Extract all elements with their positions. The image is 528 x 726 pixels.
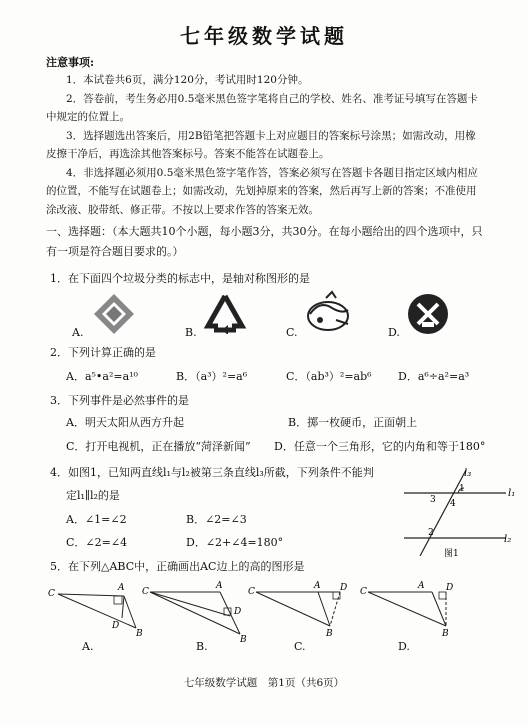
q2-option-d: D．a⁶÷a²=a³ [398, 370, 470, 383]
svg-text:A: A [418, 581, 425, 591]
figure-1-caption: 图1 [444, 549, 459, 559]
notice-line: 3．选择题选出答案后，用2B铅笔把答题卡上对应题目的答案标号涂黑；如需改动，用橡 [66, 130, 476, 142]
angle-1-label: 1 [459, 484, 465, 494]
question-4-stem: 4．如图1，已知两直线l₁与l₂被第三条直线l₃所截，下列条件不能判 [50, 466, 374, 479]
q5-figure-c [248, 581, 347, 639]
notice-line: 皮擦干净后，再选涂其他答案标号。答案不能答在试题卷上。 [46, 148, 330, 160]
figure-1-parallel-lines [396, 462, 520, 560]
notice-line: 涂改液、胶带纸、修正带。不按以上要求作答的答案无效。 [46, 204, 319, 216]
svg-text:B: B [442, 629, 449, 639]
q3-option-d: D．任意一个三角形，它的内角和等于180° [274, 440, 486, 453]
svg-text:B: B [326, 629, 333, 639]
q1-option-d-label: D. [388, 326, 400, 339]
label-l2: l₂ [504, 534, 512, 545]
q1-option-b-label: B. [185, 326, 197, 339]
q4-option-a: A．∠1=∠2 [66, 513, 127, 526]
svg-text:A: A [314, 581, 321, 591]
svg-text:D: D [234, 607, 242, 617]
svg-text:A: A [216, 581, 223, 591]
page-title: 七年级数学试题 [180, 24, 348, 48]
angle-2-label: 2 [428, 528, 434, 538]
q3-option-c: C．打开电视机，正在播放“菏泽新闻” [66, 440, 251, 453]
q5-option-b-label: B. [196, 640, 208, 653]
angle-4-label: 4 [450, 499, 456, 509]
svg-text:C: C [248, 587, 255, 597]
q4-option-b: B．∠2=∠3 [186, 513, 247, 526]
q5-option-a-label: A. [82, 640, 94, 653]
q4-option-c: C．∠2=∠4 [66, 536, 128, 549]
section-heading: 一、选择题：（本大题共10个小题，每小题3分，共30分。在每小题给出的四个选项中，只 [46, 225, 483, 238]
q2-option-b: B．（a³）²=a⁶ [176, 370, 248, 383]
question-4-stem-cont: 定l₁∥l₂的是 [66, 489, 120, 502]
notice-line: 4．非选择题必须用0.5毫米黑色签字笔作答，答案必须写在答题卡各题目指定区域内相应 [66, 167, 478, 179]
q5-figure-a [48, 583, 143, 639]
q3-option-a: A．明天太阳从西方升起 [66, 416, 184, 429]
label-l3: l₃ [464, 468, 472, 479]
q2-option-a: A．a⁵•a²=a¹⁰ [66, 370, 138, 383]
q5-option-d-label: D. [398, 640, 410, 653]
svg-text:B: B [136, 629, 143, 639]
svg-text:B: B [240, 635, 247, 645]
q1-option-a-label: A. [72, 326, 84, 339]
notice-heading: 注意事项: [46, 56, 95, 69]
notice-line: 1．本试卷共6页，满分120分，考试用时120分钟。 [66, 74, 309, 86]
hazardous-waste-icon [406, 292, 450, 336]
q5-figure-b [142, 581, 247, 645]
svg-text:A: A [118, 583, 125, 593]
svg-text:D: D [112, 621, 120, 631]
svg-text:C: C [360, 587, 367, 597]
notice-line: 的位置，不能写在试题卷上；如需改动，先划掉原来的答案，然后再写上新的答案；不准使用 [46, 185, 477, 197]
recycle-triangle-icon [202, 292, 248, 334]
svg-text:D: D [446, 583, 454, 593]
notice-line: 中规定的位置上。 [46, 111, 130, 123]
label-l1: l₁ [508, 488, 516, 499]
angle-3-label: 3 [430, 495, 436, 505]
question-2-stem: 2．下列计算正确的是 [50, 346, 156, 359]
svg-text:C: C [48, 589, 55, 599]
question-1-stem: 1．在下面四个垃圾分类的标志中，是轴对称图形的是 [50, 272, 310, 285]
page-footer: 七年级数学试题 第1页（共6页） [183, 677, 345, 689]
section-heading-cont: 有一项是符合题目要求的。） [46, 245, 184, 258]
q5-option-c-label: C. [294, 640, 306, 653]
question-3-stem: 3．下列事件是必然事件的是 [50, 394, 189, 407]
svg-text:D: D [340, 583, 348, 593]
kitchen-waste-fish-icon [302, 290, 354, 336]
q3-option-b: B．掷一枚硬币，正面朝上 [288, 416, 418, 429]
q5-figure-d [360, 581, 453, 639]
question-5-stem: 5．在下列△ABC中，正确画出AC边上的高的图形是 [50, 560, 305, 573]
q2-option-c: C．（ab³）²=ab⁶ [286, 370, 372, 383]
recycle-diamond-icon [92, 292, 136, 336]
q1-option-c-label: C. [286, 326, 298, 339]
notice-line: 2．答卷前，考生务必用0.5毫米黑色签字笔将自己的学校、姓名、准考证号填写在答题卡 [66, 93, 478, 105]
q4-option-d: D．∠2+∠4=180° [186, 536, 284, 549]
q5-triangle-figures [48, 578, 508, 650]
svg-text:C: C [142, 587, 149, 597]
